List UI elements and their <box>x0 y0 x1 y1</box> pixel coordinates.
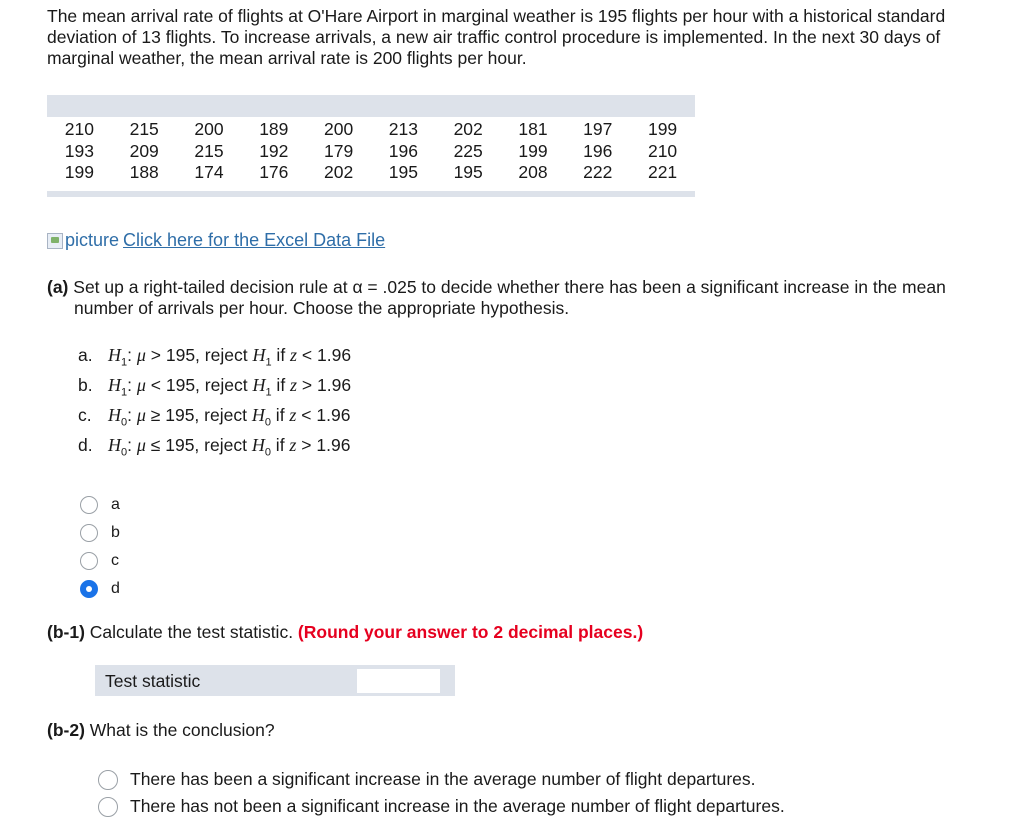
radio-button[interactable] <box>80 496 98 514</box>
table-cell: 199 <box>647 119 678 140</box>
table-cell: 225 <box>453 140 483 161</box>
test-statistic-row <box>95 665 455 696</box>
broken-image-icon <box>47 233 63 249</box>
test-statistic-input[interactable] <box>356 668 441 694</box>
table-cell: 189 <box>259 119 289 140</box>
question-a-text: Set up a right-tailed decision rule at α = .025 to decide whether there has been a significant increase in the mean number of arrivals per hour. Choose the appropriate hypothesis. <box>73 277 946 318</box>
table-footer-band <box>47 191 695 197</box>
excel-data-link[interactable] <box>47 230 385 251</box>
radio-button[interactable] <box>98 770 118 790</box>
flight-data-table <box>47 95 695 197</box>
table-cell: 199 <box>518 140 548 161</box>
data-grid <box>47 119 695 184</box>
conclusion-option-increase[interactable] <box>98 766 785 793</box>
question-b2-text: What is the conclusion? <box>84 720 275 740</box>
table-cell: 179 <box>323 140 354 161</box>
hypothesis-options <box>78 344 351 464</box>
hypothesis-option: d. $H_0$: μ ≤ 195, reject $H_0$ if z > 1.96 <box>78 435 351 459</box>
answer-radio-group <box>80 491 120 603</box>
radio-option-a[interactable] <box>80 491 120 519</box>
table-cell: 202 <box>453 119 483 140</box>
table-row <box>47 141 695 163</box>
question-b2 <box>47 720 275 741</box>
radio-label: b <box>111 524 120 541</box>
table-cell: 215 <box>129 119 159 140</box>
question-a-label: (a) <box>47 277 69 297</box>
image-alt-text: picture <box>65 230 120 250</box>
table-cell: 208 <box>518 162 548 183</box>
hypothesis-option: a. $H_1$: μ > 195, reject $H_1$ if z < 1.96 <box>78 345 352 369</box>
table-cell: 174 <box>194 162 224 183</box>
radio-option-c[interactable] <box>80 547 120 575</box>
table-cell: 197 <box>583 119 613 140</box>
radio-label: There has been a significant increase in the average number of flight departures. <box>130 769 756 789</box>
radio-button[interactable] <box>98 797 118 817</box>
table-row <box>47 162 695 184</box>
question-b1-label: (b-1) <box>47 622 85 642</box>
table-header-band <box>47 95 695 117</box>
radio-label: d <box>111 580 120 597</box>
table-cell: 210 <box>647 140 678 161</box>
hypothesis-option: b. $H_1$: μ < 195, reject $H_1$ if z > 1.96 <box>78 375 352 399</box>
table-cell: 193 <box>64 140 94 161</box>
table-cell: 213 <box>388 119 418 140</box>
rounding-note: (Round your answer to 2 decimal places.) <box>297 622 644 642</box>
table-cell: 196 <box>583 140 613 161</box>
table-cell: 209 <box>129 140 159 161</box>
table-cell: 222 <box>583 162 613 183</box>
excel-link-text[interactable]: Click here for the Excel Data File <box>123 230 386 250</box>
table-cell: 221 <box>647 162 678 183</box>
table-cell: 200 <box>194 119 224 140</box>
problem-intro: The mean arrival rate of flights at O'Hare Airport in marginal weather is 195 flights per hour with a historical standard deviation of 13 flights. To increase arrivals, a new air traffic control procedure is implemented. In the next 30 days of marginal weather, the mean arrival rate is 200 flights per hour. <box>47 6 946 68</box>
table-row <box>47 119 695 141</box>
radio-button[interactable] <box>80 552 98 570</box>
radio-option-d[interactable] <box>80 575 120 603</box>
table-cell: 181 <box>518 119 548 140</box>
radio-button[interactable] <box>80 524 98 542</box>
table-cell: 195 <box>388 162 418 183</box>
radio-button-selected[interactable] <box>80 580 98 598</box>
radio-label: There has not been a significant increase in the average number of flight departures. <box>130 796 785 816</box>
question-b1-text: Calculate the test statistic. <box>84 622 298 642</box>
question-b2-label: (b-2) <box>47 720 85 740</box>
radio-label: a <box>111 496 120 513</box>
table-cell: 188 <box>129 162 159 183</box>
radio-label: c <box>111 552 119 569</box>
test-statistic-label: Test statistic <box>105 671 201 691</box>
question-a <box>47 277 1004 319</box>
table-cell: 176 <box>259 162 289 183</box>
hypothesis-option: c. $H_0$: μ ≥ 195, reject $H_0$ if z < 1.96 <box>78 405 351 429</box>
radio-option-b[interactable] <box>80 519 120 547</box>
conclusion-option-no-increase[interactable] <box>98 793 785 820</box>
table-cell: 200 <box>323 119 354 140</box>
table-cell: 215 <box>194 140 224 161</box>
table-cell: 199 <box>64 162 94 183</box>
table-cell: 195 <box>453 162 483 183</box>
table-cell: 196 <box>388 140 418 161</box>
table-cell: 202 <box>323 162 354 183</box>
question-b1 <box>47 622 643 643</box>
conclusion-radio-group <box>98 766 785 820</box>
table-cell: 192 <box>259 140 289 161</box>
table-cell: 210 <box>64 119 94 140</box>
